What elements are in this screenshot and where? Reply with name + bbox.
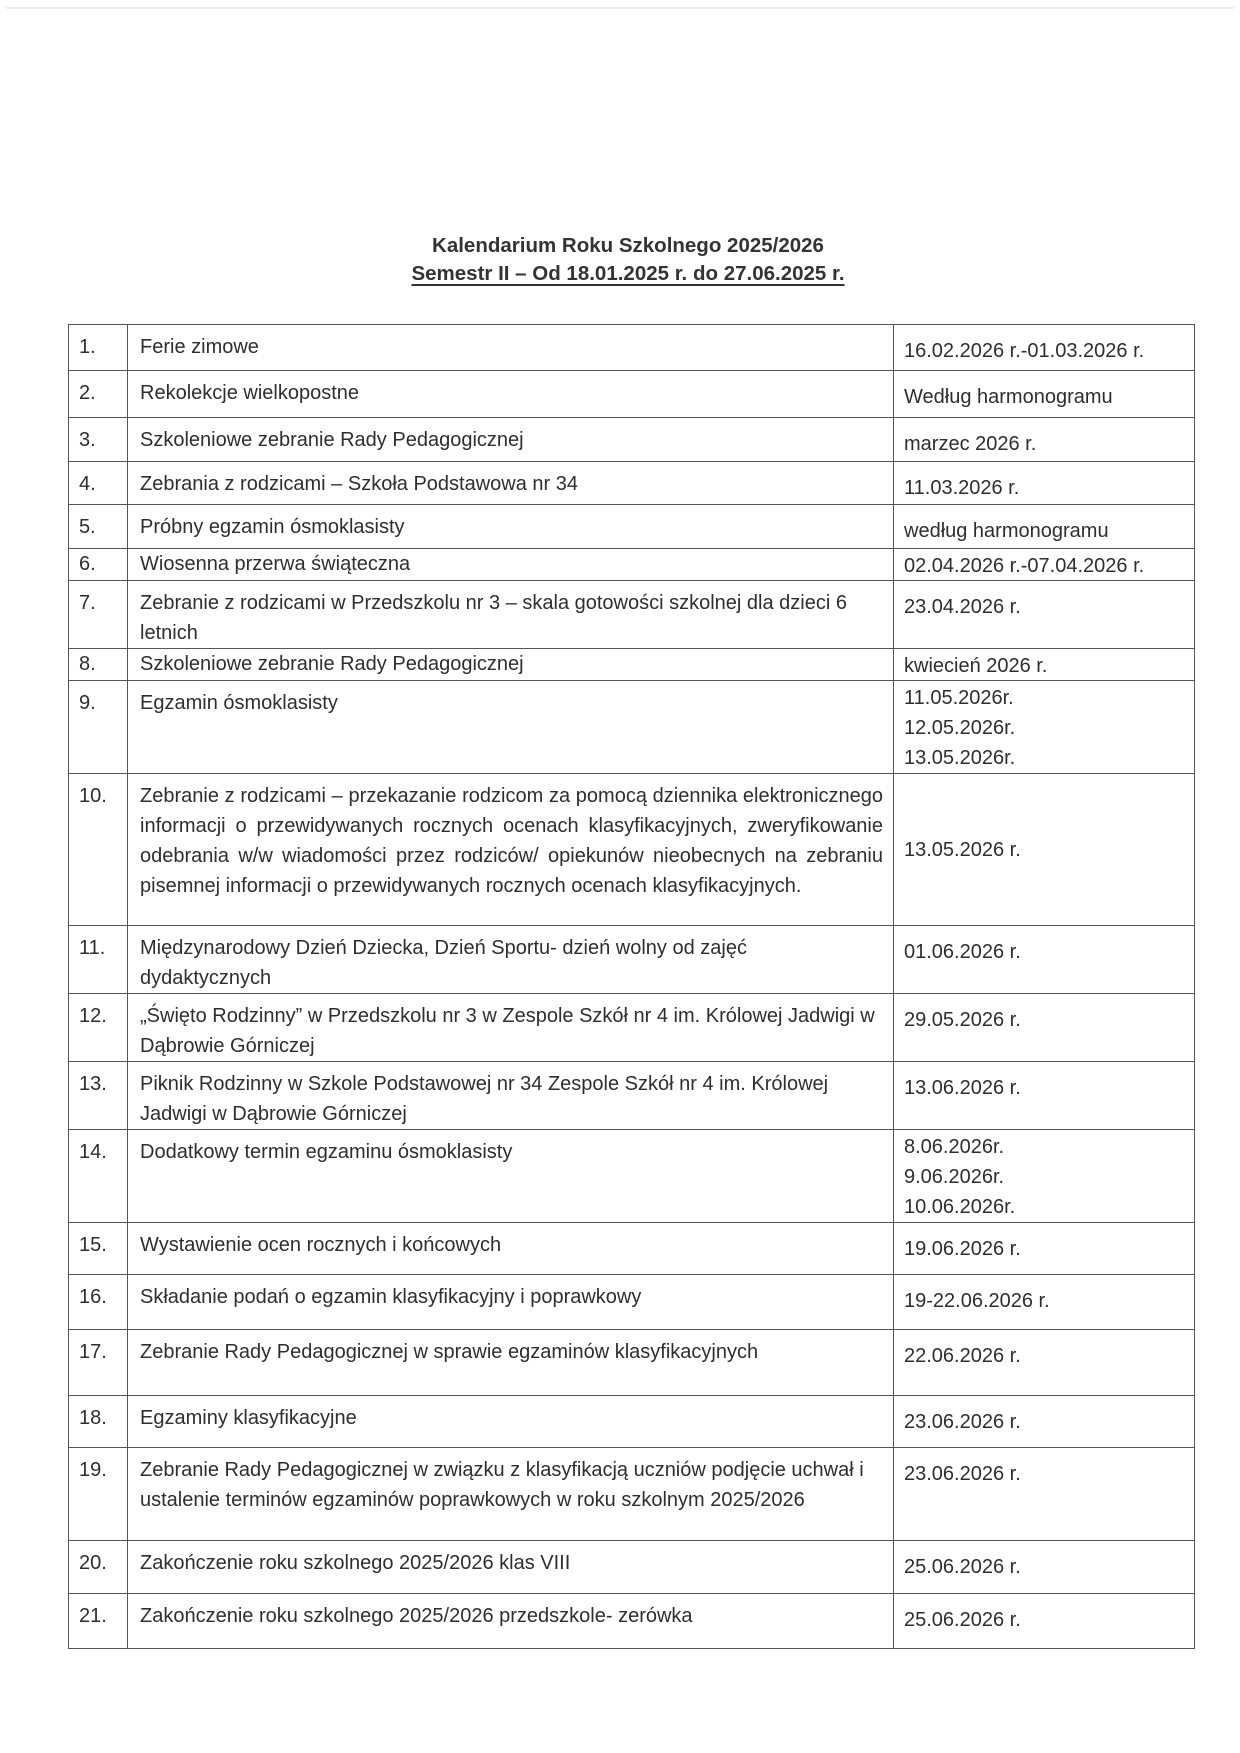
event-date xyxy=(894,462,1195,505)
event-description: Zakończenie roku szkolnego 2025/2026 klas VIII xyxy=(128,1541,894,1594)
event-description: Szkoleniowe zebranie Rady Pedagogicznej xyxy=(128,418,894,462)
event-description: Egzaminy klasyfikacyjne xyxy=(128,1396,894,1448)
date-value: 22.06.2026 r. xyxy=(904,1345,1021,1367)
table-row xyxy=(69,325,1195,371)
table-row xyxy=(69,505,1195,549)
row-number: 7. xyxy=(69,581,128,649)
date-value: 19-22.06.2026 r. xyxy=(904,1290,1050,1312)
row-number: 19. xyxy=(69,1448,128,1541)
event-date xyxy=(894,1541,1195,1594)
date-value: 19.06.2026 r. xyxy=(904,1238,1021,1260)
table-row xyxy=(69,1396,1195,1448)
table-row xyxy=(69,1275,1195,1330)
date-value: 9.06.2026r. xyxy=(904,1166,1005,1188)
event-description: „Święto Rodzinny” w Przedszkolu nr 3 w Zespole Szkół nr 4 im. Królowej Jadwigi w Dąbrowie Górniczej xyxy=(128,994,894,1062)
event-date xyxy=(894,1448,1195,1541)
event-date xyxy=(894,1330,1195,1396)
row-number: 16. xyxy=(69,1275,128,1330)
event-description: Zebranie Rady Pedagogicznej w sprawie egzaminów klasyfikacyjnych xyxy=(128,1330,894,1396)
event-date xyxy=(894,325,1195,371)
document-subtitle: Semestr II – Od 18.01.2025 r. do 27.06.2025 r. xyxy=(411,262,845,285)
event-date xyxy=(894,581,1195,649)
event-date xyxy=(894,1223,1195,1275)
table-row xyxy=(69,418,1195,462)
date-value: 25.06.2026 r. xyxy=(904,1609,1021,1631)
date-value: 23.06.2026 r. xyxy=(904,1463,1021,1485)
row-number: 9. xyxy=(69,681,128,774)
date-value: 23.04.2026 r. xyxy=(904,596,1021,618)
table-row xyxy=(69,774,1195,926)
row-number: 2. xyxy=(69,371,128,418)
table-row xyxy=(69,994,1195,1062)
date-value: 11.03.2026 r. xyxy=(904,477,1020,499)
date-value: 01.06.2026 r. xyxy=(904,941,1021,963)
date-value: kwiecień 2026 r. xyxy=(904,655,1048,677)
date-value: Według harmonogramu xyxy=(904,386,1113,408)
table-row xyxy=(69,1223,1195,1275)
date-value: 23.06.2026 r. xyxy=(904,1411,1021,1433)
date-value: 25.06.2026 r. xyxy=(904,1556,1021,1578)
row-number: 14. xyxy=(69,1130,128,1223)
event-date xyxy=(894,1594,1195,1649)
date-value: 10.06.2026r. xyxy=(904,1196,1016,1218)
event-description: Zebranie z rodzicami w Przedszkolu nr 3 – skala gotowości szkolnej dla dzieci 6 letnich xyxy=(128,581,894,649)
calendar-table-body xyxy=(69,325,1195,1649)
row-number: 11. xyxy=(69,926,128,994)
row-number: 15. xyxy=(69,1223,128,1275)
date-value: 13.05.2026r. xyxy=(904,747,1016,769)
event-description: Piknik Rodzinny w Szkole Podstawowej nr 34 Zespole Szkół nr 4 im. Królowej Jadwigi w Dąbrowie Górniczej xyxy=(128,1062,894,1130)
table-row xyxy=(69,1062,1195,1130)
row-number: 10. xyxy=(69,774,128,926)
event-description: Składanie podań o egzamin klasyfikacyjny i poprawkowy xyxy=(128,1275,894,1330)
event-description: Wiosenna przerwa świąteczna xyxy=(128,549,894,581)
event-description: Rekolekcje wielkopostne xyxy=(128,371,894,418)
scan-edge-line xyxy=(6,7,1234,9)
row-number: 6. xyxy=(69,549,128,581)
date-value: 13.06.2026 r. xyxy=(904,1077,1021,1099)
table-row xyxy=(69,1594,1195,1649)
table-row xyxy=(69,371,1195,418)
date-value: według harmonogramu xyxy=(904,520,1109,542)
event-description: Ferie zimowe xyxy=(128,325,894,371)
event-date xyxy=(894,649,1195,681)
date-value: 11.05.2026r. xyxy=(904,687,1014,709)
event-description: Szkoleniowe zebranie Rady Pedagogicznej xyxy=(128,649,894,681)
event-description: Międzynarodowy Dzień Dziecka, Dzień Sportu- dzień wolny od zajęć dydaktycznych xyxy=(128,926,894,994)
row-number: 12. xyxy=(69,994,128,1062)
event-date xyxy=(894,1275,1195,1330)
row-number: 13. xyxy=(69,1062,128,1130)
calendar-table xyxy=(68,324,1195,1649)
table-row xyxy=(69,462,1195,505)
event-description: Egzamin ósmoklasisty xyxy=(128,681,894,774)
event-date xyxy=(894,418,1195,462)
event-date xyxy=(894,505,1195,549)
document-title: Kalendarium Roku Szkolnego 2025/2026 xyxy=(432,234,824,257)
event-description: Zebranie z rodzicami – przekazanie rodzicom za pomocą dziennika elektronicznego informacji o przewidywanych rocznych ocenach klasyfikacyjnych, zweryfikowanie odebrania w/w wiadomości przez rodziców/ opiekunów nieobecnych na zebraniu pisemnej informacji o przewidywanych rocznych ocenach klasyfikacyjnych. xyxy=(128,774,894,926)
table-row xyxy=(69,1448,1195,1541)
date-value: 02.04.2026 r.-07.04.2026 r. xyxy=(904,555,1145,577)
document-header xyxy=(0,232,1240,288)
date-value: 8.06.2026r. xyxy=(904,1136,1005,1158)
event-description: Dodatkowy termin egzaminu ósmoklasisty xyxy=(128,1130,894,1223)
date-value: 16.02.2026 r.-01.03.2026 r. xyxy=(904,340,1145,362)
table-row xyxy=(69,681,1195,774)
row-number: 8. xyxy=(69,649,128,681)
event-date xyxy=(894,1130,1195,1223)
table-row xyxy=(69,1130,1195,1223)
event-description: Wystawienie ocen rocznych i końcowych xyxy=(128,1223,894,1275)
table-row xyxy=(69,1541,1195,1594)
event-description: Zebranie Rady Pedagogicznej w związku z klasyfikacją uczniów podjęcie uchwał i ustalenie terminów egzaminów poprawkowych w roku szkolnym 2025/2026 xyxy=(128,1448,894,1541)
event-date xyxy=(894,549,1195,581)
row-number: 4. xyxy=(69,462,128,505)
row-number: 5. xyxy=(69,505,128,549)
event-date xyxy=(894,1396,1195,1448)
row-number: 3. xyxy=(69,418,128,462)
event-description: Zebrania z rodzicami – Szkoła Podstawowa nr 34 xyxy=(128,462,894,505)
table-row xyxy=(69,549,1195,581)
event-description: Zakończenie roku szkolnego 2025/2026 przedszkole- zerówka xyxy=(128,1594,894,1649)
date-value: 29.05.2026 r. xyxy=(904,1009,1021,1031)
row-number: 1. xyxy=(69,325,128,371)
row-number: 17. xyxy=(69,1330,128,1396)
row-number: 20. xyxy=(69,1541,128,1594)
row-number: 18. xyxy=(69,1396,128,1448)
event-date xyxy=(894,926,1195,994)
event-description: Próbny egzamin ósmoklasisty xyxy=(128,505,894,549)
event-date xyxy=(894,994,1195,1062)
event-date xyxy=(894,681,1195,774)
table-row xyxy=(69,926,1195,994)
table-row xyxy=(69,649,1195,681)
row-number: 21. xyxy=(69,1594,128,1649)
table-row xyxy=(69,581,1195,649)
table-row xyxy=(69,1330,1195,1396)
date-value: 12.05.2026r. xyxy=(904,717,1016,739)
date-value: 13.05.2026 r. xyxy=(904,838,1021,861)
event-date xyxy=(894,371,1195,418)
event-date xyxy=(894,1062,1195,1130)
event-date xyxy=(894,774,1195,926)
date-value: marzec 2026 r. xyxy=(904,433,1037,455)
